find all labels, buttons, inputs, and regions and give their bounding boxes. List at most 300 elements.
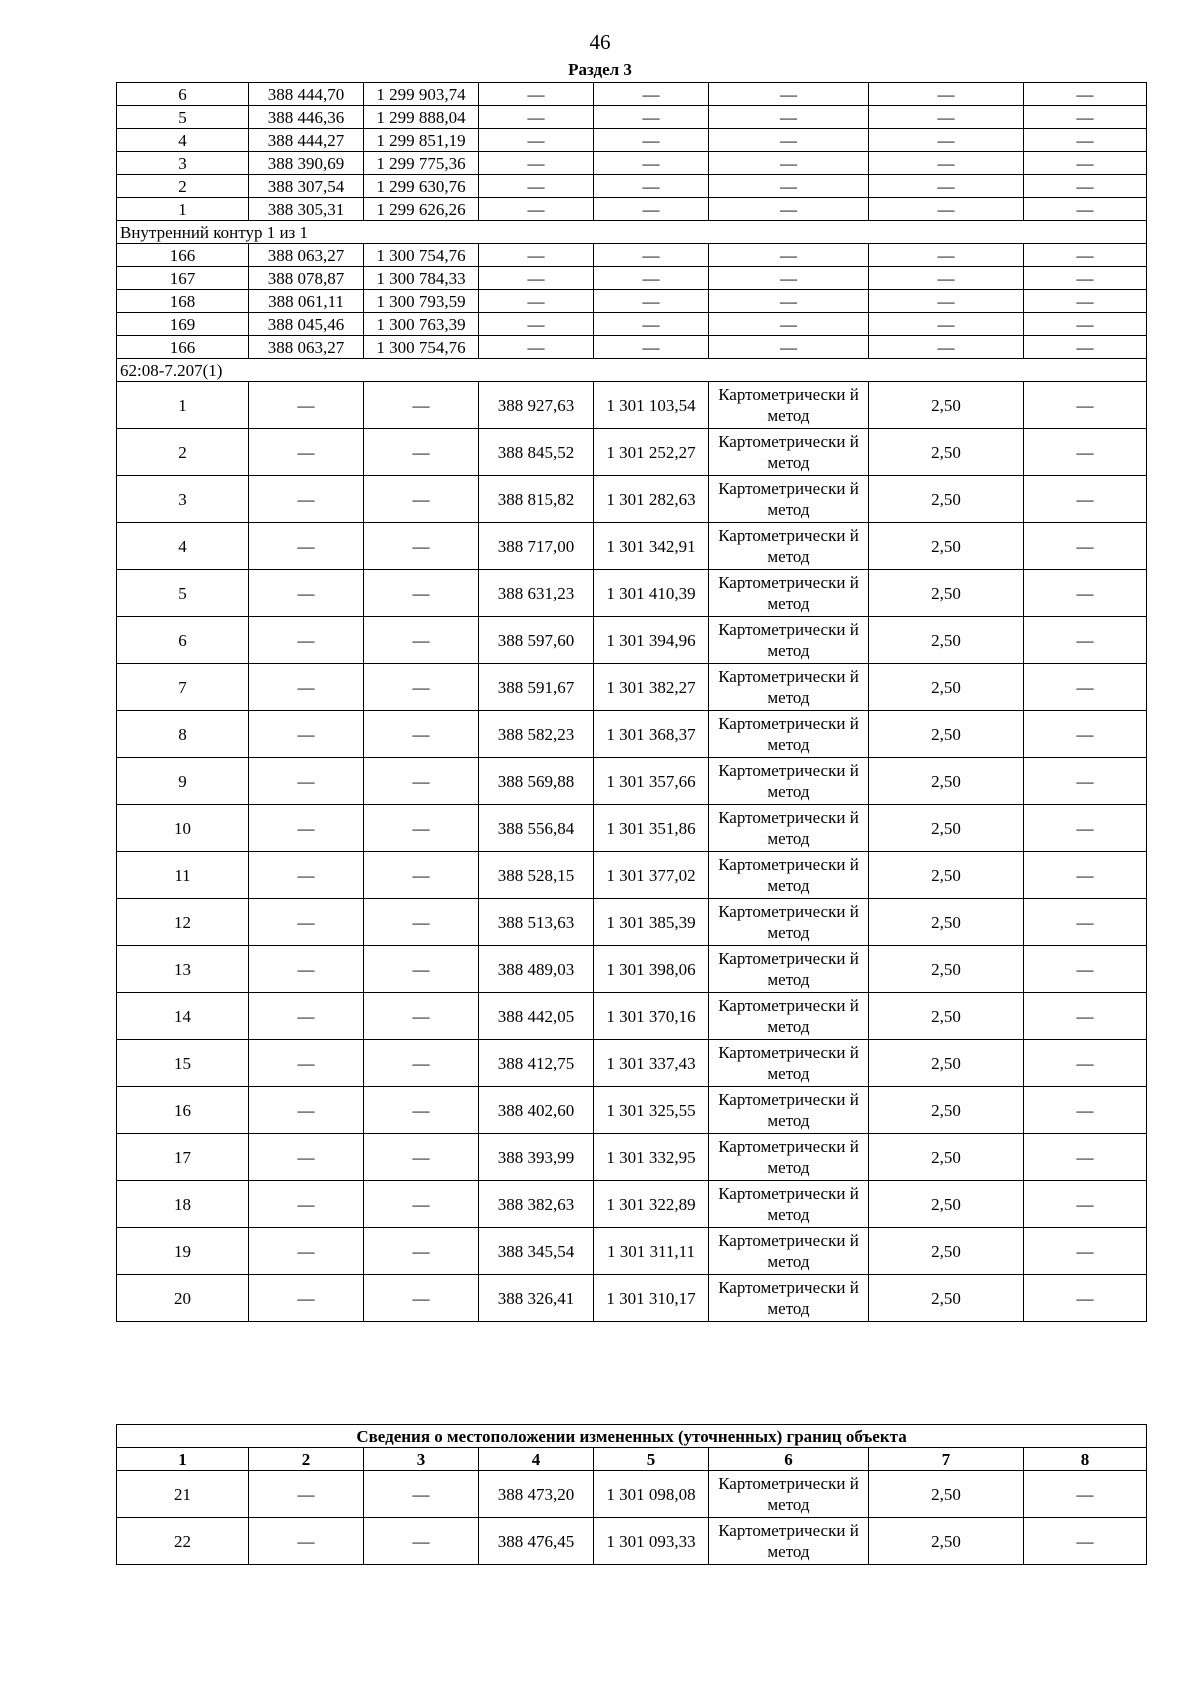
inner-contour-label: Внутренний контур 1 из 1 xyxy=(117,221,1147,244)
coord-y: 1 301 325,55 xyxy=(594,1087,709,1134)
accuracy: 2,50 xyxy=(869,1134,1024,1181)
method: Картометрически й метод xyxy=(709,429,869,476)
coord-y: 1 301 252,27 xyxy=(594,429,709,476)
empty-dash: — xyxy=(249,664,364,711)
point-row xyxy=(117,152,1147,175)
accuracy: 2,50 xyxy=(869,805,1024,852)
empty-dash: — xyxy=(364,758,479,805)
empty-dash: — xyxy=(249,476,364,523)
coord-x: 388 326,41 xyxy=(479,1275,594,1322)
changed-boundaries-table xyxy=(116,1424,1147,1565)
coord-y: 1 299 775,36 xyxy=(364,152,479,175)
empty-dash: — xyxy=(249,946,364,993)
coord-y: 1 299 630,76 xyxy=(364,175,479,198)
coord-x: 388 473,20 xyxy=(479,1471,594,1518)
point-row xyxy=(117,805,1147,852)
point-number: 12 xyxy=(117,899,249,946)
coord-x: 388 444,27 xyxy=(249,129,364,152)
coord-x: 388 390,69 xyxy=(249,152,364,175)
coord-y: 1 301 310,17 xyxy=(594,1275,709,1322)
contour-label-row xyxy=(117,221,1147,244)
empty-dash: — xyxy=(594,313,709,336)
coord-y: 1 301 370,16 xyxy=(594,993,709,1040)
coord-x: 388 063,27 xyxy=(249,336,364,359)
empty-dash: — xyxy=(709,313,869,336)
empty-dash: — xyxy=(709,83,869,106)
accuracy: 2,50 xyxy=(869,1040,1024,1087)
coord-x: 388 307,54 xyxy=(249,175,364,198)
empty-dash: — xyxy=(1024,382,1147,429)
method: Картометрически й метод xyxy=(709,852,869,899)
empty-dash: — xyxy=(1024,152,1147,175)
accuracy: 2,50 xyxy=(869,1471,1024,1518)
empty-dash: — xyxy=(249,899,364,946)
coord-x: 388 815,82 xyxy=(479,476,594,523)
empty-dash: — xyxy=(364,852,479,899)
point-row xyxy=(117,523,1147,570)
point-row xyxy=(117,1040,1147,1087)
column-header: 7 xyxy=(869,1448,1024,1471)
point-number: 4 xyxy=(117,129,249,152)
point-row xyxy=(117,290,1147,313)
point-row xyxy=(117,711,1147,758)
empty-dash: — xyxy=(1024,175,1147,198)
empty-dash: — xyxy=(1024,290,1147,313)
column-header: 1 xyxy=(117,1448,249,1471)
empty-dash: — xyxy=(364,1275,479,1322)
point-row xyxy=(117,476,1147,523)
coord-x: 388 045,46 xyxy=(249,313,364,336)
point-number: 168 xyxy=(117,290,249,313)
empty-dash: — xyxy=(364,993,479,1040)
method: Картометрически й метод xyxy=(709,1087,869,1134)
coord-x: 388 402,60 xyxy=(479,1087,594,1134)
empty-dash: — xyxy=(1024,336,1147,359)
coord-x: 388 717,00 xyxy=(479,523,594,570)
point-row xyxy=(117,758,1147,805)
page-number: 46 xyxy=(589,30,611,54)
empty-dash: — xyxy=(1024,1087,1147,1134)
point-row xyxy=(117,1518,1147,1565)
empty-dash: — xyxy=(1024,244,1147,267)
empty-dash: — xyxy=(1024,664,1147,711)
coord-y: 1 301 368,37 xyxy=(594,711,709,758)
empty-dash: — xyxy=(249,1181,364,1228)
point-row xyxy=(117,852,1147,899)
empty-dash: — xyxy=(869,244,1024,267)
section-title: Раздел 3 xyxy=(568,60,632,79)
coord-x: 388 927,63 xyxy=(479,382,594,429)
column-header: 6 xyxy=(709,1448,869,1471)
point-row xyxy=(117,129,1147,152)
empty-dash: — xyxy=(364,1228,479,1275)
point-row xyxy=(117,429,1147,476)
coord-x: 388 063,27 xyxy=(249,244,364,267)
empty-dash: — xyxy=(594,129,709,152)
empty-dash: — xyxy=(364,570,479,617)
accuracy: 2,50 xyxy=(869,1518,1024,1565)
point-number: 3 xyxy=(117,152,249,175)
column-header: 4 xyxy=(479,1448,594,1471)
column-header: 3 xyxy=(364,1448,479,1471)
empty-dash: — xyxy=(364,523,479,570)
empty-dash: — xyxy=(709,129,869,152)
empty-dash: — xyxy=(479,244,594,267)
empty-dash: — xyxy=(364,1040,479,1087)
empty-dash: — xyxy=(1024,617,1147,664)
empty-dash: — xyxy=(1024,1228,1147,1275)
point-number: 1 xyxy=(117,198,249,221)
point-number: 166 xyxy=(117,244,249,267)
empty-dash: — xyxy=(709,244,869,267)
point-number: 13 xyxy=(117,946,249,993)
point-row xyxy=(117,244,1147,267)
empty-dash: — xyxy=(364,1134,479,1181)
point-number: 9 xyxy=(117,758,249,805)
empty-dash: — xyxy=(869,336,1024,359)
point-row xyxy=(117,946,1147,993)
empty-dash: — xyxy=(709,267,869,290)
empty-dash: — xyxy=(479,267,594,290)
empty-dash: — xyxy=(709,290,869,313)
point-number: 4 xyxy=(117,523,249,570)
coord-y: 1 301 322,89 xyxy=(594,1181,709,1228)
coord-y: 1 301 337,43 xyxy=(594,1040,709,1087)
empty-dash: — xyxy=(1024,267,1147,290)
empty-dash: — xyxy=(479,106,594,129)
point-number: 16 xyxy=(117,1087,249,1134)
point-row xyxy=(117,664,1147,711)
accuracy: 2,50 xyxy=(869,758,1024,805)
method: Картометрически й метод xyxy=(709,946,869,993)
coord-y: 1 301 282,63 xyxy=(594,476,709,523)
empty-dash: — xyxy=(364,1181,479,1228)
empty-dash: — xyxy=(594,83,709,106)
empty-dash: — xyxy=(364,805,479,852)
coord-x: 388 513,63 xyxy=(479,899,594,946)
empty-dash: — xyxy=(709,175,869,198)
empty-dash: — xyxy=(249,1518,364,1565)
empty-dash: — xyxy=(1024,946,1147,993)
empty-dash: — xyxy=(594,198,709,221)
method: Картометрически й метод xyxy=(709,1181,869,1228)
empty-dash: — xyxy=(364,429,479,476)
empty-dash: — xyxy=(1024,313,1147,336)
coord-x: 388 582,23 xyxy=(479,711,594,758)
empty-dash: — xyxy=(479,290,594,313)
point-row xyxy=(117,267,1147,290)
point-number: 6 xyxy=(117,83,249,106)
point-number: 15 xyxy=(117,1040,249,1087)
coord-x: 388 061,11 xyxy=(249,290,364,313)
point-number: 5 xyxy=(117,570,249,617)
empty-dash: — xyxy=(249,993,364,1040)
point-number: 7 xyxy=(117,664,249,711)
coord-y: 1 301 093,33 xyxy=(594,1518,709,1565)
table-caption: Сведения о местоположении измененных (уточненных) границ объекта xyxy=(117,1425,1147,1448)
coord-x: 388 528,15 xyxy=(479,852,594,899)
empty-dash: — xyxy=(1024,1471,1147,1518)
point-row xyxy=(117,1181,1147,1228)
method: Картометрически й метод xyxy=(709,570,869,617)
point-row xyxy=(117,1134,1147,1181)
empty-dash: — xyxy=(594,336,709,359)
point-row xyxy=(117,83,1147,106)
coord-x: 388 476,45 xyxy=(479,1518,594,1565)
empty-dash: — xyxy=(249,382,364,429)
empty-dash: — xyxy=(709,336,869,359)
method: Картометрически й метод xyxy=(709,1471,869,1518)
coord-y: 1 301 357,66 xyxy=(594,758,709,805)
accuracy: 2,50 xyxy=(869,382,1024,429)
point-number: 17 xyxy=(117,1134,249,1181)
point-row xyxy=(117,617,1147,664)
coord-y: 1 300 754,76 xyxy=(364,336,479,359)
empty-dash: — xyxy=(364,711,479,758)
point-number: 22 xyxy=(117,1518,249,1565)
parcel-label: 62:08-7.207(1) xyxy=(117,359,1147,382)
point-number: 167 xyxy=(117,267,249,290)
empty-dash: — xyxy=(249,1228,364,1275)
accuracy: 2,50 xyxy=(869,617,1024,664)
point-number: 2 xyxy=(117,175,249,198)
coord-x: 388 382,63 xyxy=(479,1181,594,1228)
coord-y: 1 300 763,39 xyxy=(364,313,479,336)
empty-dash: — xyxy=(594,244,709,267)
empty-dash: — xyxy=(1024,758,1147,805)
column-header: 5 xyxy=(594,1448,709,1471)
empty-dash: — xyxy=(869,83,1024,106)
point-number: 8 xyxy=(117,711,249,758)
empty-dash: — xyxy=(594,106,709,129)
method: Картометрически й метод xyxy=(709,617,869,664)
method: Картометрически й метод xyxy=(709,382,869,429)
coord-x: 388 845,52 xyxy=(479,429,594,476)
method: Картометрически й метод xyxy=(709,664,869,711)
coord-y: 1 301 377,02 xyxy=(594,852,709,899)
empty-dash: — xyxy=(479,152,594,175)
empty-dash: — xyxy=(594,152,709,175)
empty-dash: — xyxy=(1024,429,1147,476)
coord-x: 388 442,05 xyxy=(479,993,594,1040)
coord-y: 1 301 342,91 xyxy=(594,523,709,570)
coord-y: 1 301 394,96 xyxy=(594,617,709,664)
empty-dash: — xyxy=(479,83,594,106)
point-row xyxy=(117,198,1147,221)
empty-dash: — xyxy=(1024,476,1147,523)
method: Картометрически й метод xyxy=(709,476,869,523)
method: Картометрически й метод xyxy=(709,1040,869,1087)
coord-x: 388 412,75 xyxy=(479,1040,594,1087)
empty-dash: — xyxy=(1024,1040,1147,1087)
point-number: 5 xyxy=(117,106,249,129)
coord-x: 388 631,23 xyxy=(479,570,594,617)
accuracy: 2,50 xyxy=(869,476,1024,523)
method: Картометрически й метод xyxy=(709,899,869,946)
empty-dash: — xyxy=(869,175,1024,198)
empty-dash: — xyxy=(249,523,364,570)
point-number: 14 xyxy=(117,993,249,1040)
coord-y: 1 301 385,39 xyxy=(594,899,709,946)
accuracy: 2,50 xyxy=(869,852,1024,899)
empty-dash: — xyxy=(249,711,364,758)
empty-dash: — xyxy=(1024,993,1147,1040)
point-number: 11 xyxy=(117,852,249,899)
accuracy: 2,50 xyxy=(869,1275,1024,1322)
empty-dash: — xyxy=(249,758,364,805)
coord-y: 1 299 903,74 xyxy=(364,83,479,106)
empty-dash: — xyxy=(869,129,1024,152)
point-row xyxy=(117,313,1147,336)
caption-row xyxy=(117,1425,1147,1448)
empty-dash: — xyxy=(1024,899,1147,946)
point-row xyxy=(117,899,1147,946)
accuracy: 2,50 xyxy=(869,523,1024,570)
accuracy: 2,50 xyxy=(869,429,1024,476)
coord-x: 388 591,67 xyxy=(479,664,594,711)
accuracy: 2,50 xyxy=(869,570,1024,617)
empty-dash: — xyxy=(709,198,869,221)
empty-dash: — xyxy=(1024,1275,1147,1322)
coord-y: 1 300 784,33 xyxy=(364,267,479,290)
empty-dash: — xyxy=(1024,570,1147,617)
coord-x: 388 446,36 xyxy=(249,106,364,129)
empty-dash: — xyxy=(364,1087,479,1134)
coord-x: 388 569,88 xyxy=(479,758,594,805)
coord-x: 388 305,31 xyxy=(249,198,364,221)
header-row xyxy=(117,1448,1147,1471)
coord-y: 1 301 103,54 xyxy=(594,382,709,429)
empty-dash: — xyxy=(364,664,479,711)
coord-x: 388 393,99 xyxy=(479,1134,594,1181)
empty-dash: — xyxy=(869,313,1024,336)
changed-boundaries-table-body xyxy=(117,1425,1147,1565)
coord-x: 388 345,54 xyxy=(479,1228,594,1275)
coord-y: 1 301 382,27 xyxy=(594,664,709,711)
empty-dash: — xyxy=(249,1134,364,1181)
accuracy: 2,50 xyxy=(869,899,1024,946)
point-number: 20 xyxy=(117,1275,249,1322)
empty-dash: — xyxy=(1024,1181,1147,1228)
point-row xyxy=(117,1471,1147,1518)
empty-dash: — xyxy=(479,198,594,221)
point-number: 166 xyxy=(117,336,249,359)
method: Картометрически й метод xyxy=(709,758,869,805)
accuracy: 2,50 xyxy=(869,1181,1024,1228)
coord-y: 1 299 888,04 xyxy=(364,106,479,129)
method: Картометрически й метод xyxy=(709,1228,869,1275)
empty-dash: — xyxy=(364,617,479,664)
empty-dash: — xyxy=(249,1087,364,1134)
empty-dash: — xyxy=(594,175,709,198)
coord-y: 1 301 351,86 xyxy=(594,805,709,852)
point-row xyxy=(117,570,1147,617)
method: Картометрически й метод xyxy=(709,993,869,1040)
accuracy: 2,50 xyxy=(869,946,1024,993)
point-number: 169 xyxy=(117,313,249,336)
method: Картометрически й метод xyxy=(709,1518,869,1565)
coord-y: 1 300 754,76 xyxy=(364,244,479,267)
empty-dash: — xyxy=(869,106,1024,129)
coord-x: 388 444,70 xyxy=(249,83,364,106)
point-row xyxy=(117,106,1147,129)
empty-dash: — xyxy=(479,129,594,152)
empty-dash: — xyxy=(479,336,594,359)
coord-y: 1 301 398,06 xyxy=(594,946,709,993)
point-number: 21 xyxy=(117,1471,249,1518)
coord-x: 388 489,03 xyxy=(479,946,594,993)
point-number: 6 xyxy=(117,617,249,664)
empty-dash: — xyxy=(1024,1134,1147,1181)
empty-dash: — xyxy=(364,946,479,993)
empty-dash: — xyxy=(1024,1518,1147,1565)
empty-dash: — xyxy=(869,198,1024,221)
empty-dash: — xyxy=(1024,198,1147,221)
empty-dash: — xyxy=(1024,83,1147,106)
accuracy: 2,50 xyxy=(869,1087,1024,1134)
point-row xyxy=(117,336,1147,359)
point-row xyxy=(117,1087,1147,1134)
point-number: 2 xyxy=(117,429,249,476)
point-number: 10 xyxy=(117,805,249,852)
coord-x: 388 597,60 xyxy=(479,617,594,664)
coord-x: 388 078,87 xyxy=(249,267,364,290)
empty-dash: — xyxy=(249,852,364,899)
empty-dash: — xyxy=(249,570,364,617)
parcel-label-row xyxy=(117,359,1147,382)
empty-dash: — xyxy=(364,382,479,429)
empty-dash: — xyxy=(364,899,479,946)
coord-y: 1 299 851,19 xyxy=(364,129,479,152)
empty-dash: — xyxy=(1024,711,1147,758)
empty-dash: — xyxy=(479,175,594,198)
empty-dash: — xyxy=(709,106,869,129)
coord-y: 1 299 626,26 xyxy=(364,198,479,221)
coord-x: 388 556,84 xyxy=(479,805,594,852)
coord-y: 1 301 311,11 xyxy=(594,1228,709,1275)
column-header: 2 xyxy=(249,1448,364,1471)
point-number: 1 xyxy=(117,382,249,429)
point-row xyxy=(117,175,1147,198)
empty-dash: — xyxy=(249,1275,364,1322)
empty-dash: — xyxy=(364,1518,479,1565)
empty-dash: — xyxy=(1024,129,1147,152)
empty-dash: — xyxy=(249,1471,364,1518)
empty-dash: — xyxy=(594,267,709,290)
point-row xyxy=(117,1228,1147,1275)
point-row xyxy=(117,993,1147,1040)
point-number: 19 xyxy=(117,1228,249,1275)
method: Картометрически й метод xyxy=(709,805,869,852)
accuracy: 2,50 xyxy=(869,993,1024,1040)
empty-dash: — xyxy=(1024,852,1147,899)
empty-dash: — xyxy=(869,152,1024,175)
method: Картометрически й метод xyxy=(709,711,869,758)
empty-dash: — xyxy=(249,617,364,664)
accuracy: 2,50 xyxy=(869,711,1024,758)
empty-dash: — xyxy=(479,313,594,336)
empty-dash: — xyxy=(364,1471,479,1518)
point-row xyxy=(117,382,1147,429)
empty-dash: — xyxy=(869,290,1024,313)
empty-dash: — xyxy=(869,267,1024,290)
empty-dash: — xyxy=(249,1040,364,1087)
coordinates-table xyxy=(116,82,1147,1322)
accuracy: 2,50 xyxy=(869,1228,1024,1275)
coord-y: 1 300 793,59 xyxy=(364,290,479,313)
empty-dash: — xyxy=(1024,106,1147,129)
column-header: 8 xyxy=(1024,1448,1147,1471)
